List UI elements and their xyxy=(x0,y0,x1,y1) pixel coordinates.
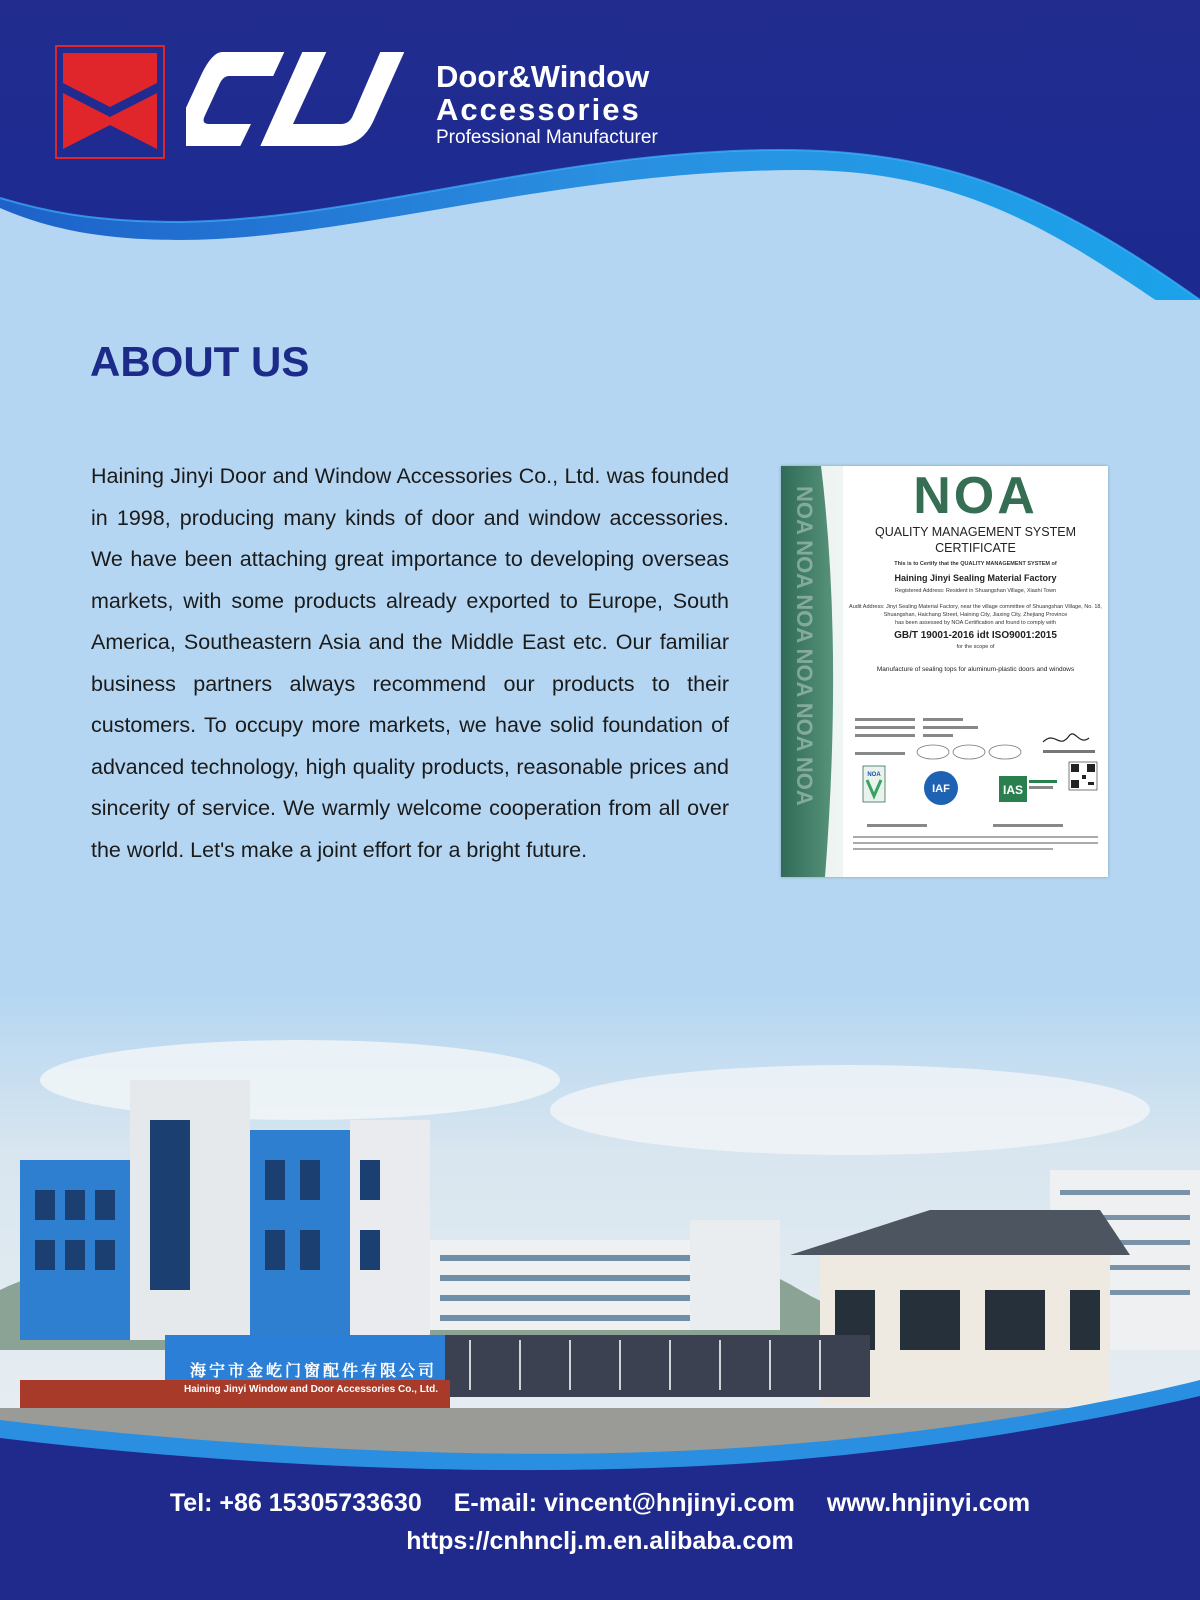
contact-line-1 xyxy=(0,1488,1200,1518)
certificate-details-graphic xyxy=(843,696,1108,877)
iso-certificate xyxy=(781,466,1108,877)
contact-website[interactable]: www.hnjinyi.com xyxy=(826,1489,1031,1517)
about-us-paragraph: Haining Jinyi Door and Window Accessories Co., Ltd. was founded in 1998, producing many kinds of door and window accessories. We have been attaching great importance to developing overseas markets, with some products already exported to Europe, South America, Southeastern Asia and the Middle East etc. Our familiar business partners always recommend our products to their customers. To occupy more markets, we have solid foundation of advanced technology, high quality products, reasonable prices and sincerity of service. We warmly welcome cooperation from all over the world. Let's make a joint effort for a bright future. xyxy=(91,464,729,862)
certificate-side-band xyxy=(781,466,843,877)
qr-code-icon xyxy=(1069,762,1097,790)
about-us-heading: ABOUT US xyxy=(90,338,310,385)
contact-email[interactable]: E-mail: vincent@hnjinyi.com xyxy=(453,1489,795,1517)
certificate-assessed-note: has been assessed by NOA Certification and found to comply with xyxy=(895,620,1056,626)
certificate-title-1: QUALITY MANAGEMENT SYSTEM xyxy=(875,525,1076,539)
certificate-company: Haining Jinyi Sealing Material Factory xyxy=(894,573,1057,583)
certificate-audit-address: Audit Address: Jinyi Sealing Material Factory, near the village committee of Shuangshan Village, No. 18, Shuangshan, Haichang Street, Haining City, Jiaxing City, Zhejiang Province xyxy=(849,604,1102,618)
certificate-standard: GB/T 19001-2016 idt ISO9001:2015 xyxy=(894,630,1057,641)
certificate-title-2: CERTIFICATE xyxy=(935,541,1016,555)
certificate-scope: Manufacture of sealing tops for aluminum-plastic doors and windows xyxy=(876,666,1075,673)
svg-text:IAS: IAS xyxy=(1002,783,1024,797)
svg-text:IAF: IAF xyxy=(932,783,950,795)
tagline-professional: Professional Manufacturer xyxy=(436,127,658,148)
certificate-scope-label: for the scope of xyxy=(956,644,995,650)
svg-text:NOA: NOA xyxy=(867,772,881,778)
factory-sign-chinese: 海宁市金屹门窗配件有限公司 xyxy=(190,1363,438,1380)
header-banner xyxy=(0,0,1200,300)
factory-sign-english: Haining Jinyi Window and Door Accessories Co., Ltd. xyxy=(184,1384,439,1395)
tagline-accessories: Accessories xyxy=(436,92,641,127)
contact-alibaba-url[interactable]: https://cnhnclj.m.en.alibaba.com xyxy=(406,1527,794,1555)
brand-emblem-icon xyxy=(55,45,165,160)
certificate-body xyxy=(843,466,1108,877)
noa-logo: NOA xyxy=(913,467,1038,525)
contact-tel: Tel: +86 15305733630 xyxy=(169,1489,422,1517)
certificate-registered-address: Registered Address: Resident in Shuangshan Village, Xiashi Town xyxy=(894,588,1057,594)
certificate-intro: This is to Certify that the QUALITY MANAGEMENT SYSTEM of xyxy=(894,561,1057,567)
certificate-watermark: NOA NOA NOA NOA NOA NOA xyxy=(792,486,817,806)
tagline-door-window: Door&Window xyxy=(436,59,650,94)
brand-wordmark xyxy=(186,44,426,154)
